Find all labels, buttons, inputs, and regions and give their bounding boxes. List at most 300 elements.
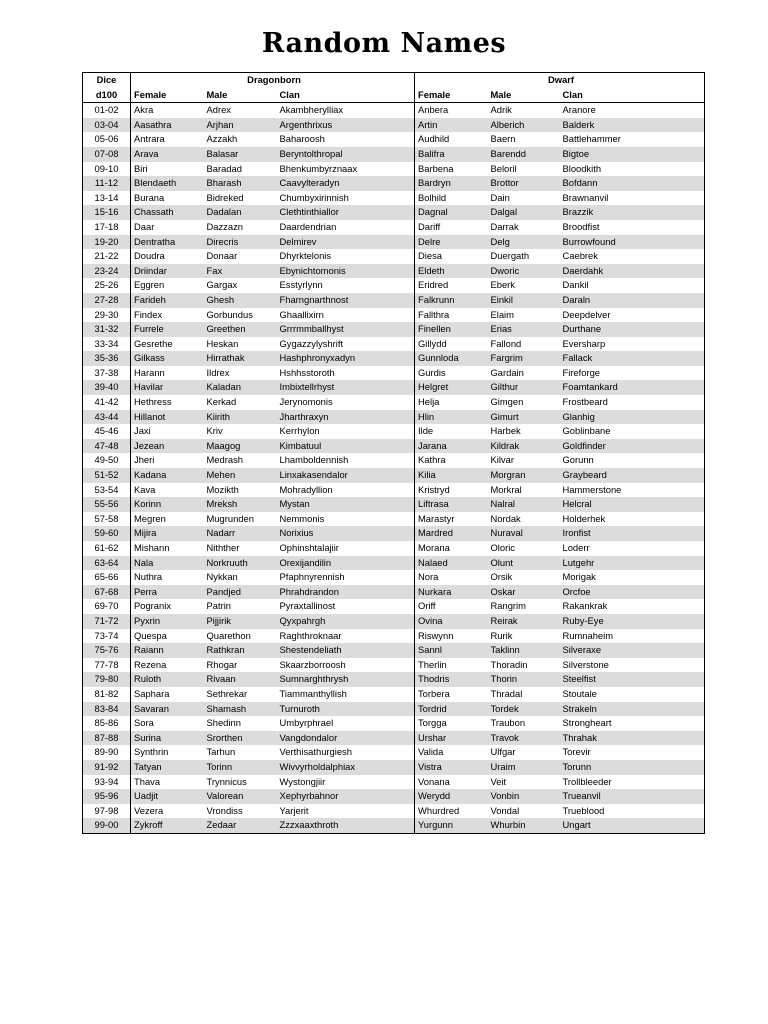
- dwarf-female-name: Nalaed: [415, 556, 488, 571]
- dwarf-male-name: Harbek: [490, 425, 521, 437]
- dice-roll: 05-06: [83, 132, 131, 147]
- table-row: [83, 745, 705, 760]
- dragonborn-clan-name: Mohradyllion: [277, 483, 415, 498]
- dice-roll: 45-46: [83, 424, 131, 439]
- dwarf-clan-name: Brawnanvil: [562, 191, 609, 203]
- dice-roll: 57-58: [83, 512, 131, 527]
- dwarf-header: Dwarf: [547, 74, 575, 85]
- dragonborn-female-name: Kadana: [131, 468, 204, 483]
- dwarf-male-name: Alberich: [488, 118, 560, 133]
- dwarf-female-name: Hlin: [415, 410, 488, 425]
- table-row: [83, 103, 705, 118]
- dragonborn-male-name: Kriv: [206, 425, 223, 437]
- table-row: [83, 220, 705, 235]
- dragonborn-clan-name: Wystongjiir: [277, 775, 415, 790]
- table-row: [83, 614, 705, 629]
- dragonborn-male-name: Gargax: [206, 279, 238, 291]
- table-row: [83, 308, 705, 323]
- dragonborn-clan-name: Kerrhylon: [277, 424, 415, 439]
- dragonborn-clan-name: Hshhsstoroth: [277, 366, 415, 381]
- dwarf-female-name: Finellen: [415, 322, 488, 337]
- dwarf-male-name: Kildrak: [488, 439, 560, 454]
- dragonborn-clan-name: Skaarzborroosh: [277, 658, 415, 673]
- dragonborn-male-name: Pijjirik: [204, 614, 277, 629]
- dice-roll: 55-56: [83, 497, 131, 512]
- table-row: [83, 643, 705, 658]
- dwarf-clan-name: Ungart: [560, 818, 705, 833]
- dragonborn-male-name: Balasar: [204, 147, 277, 162]
- dwarf-female-name: Dagnal: [415, 205, 488, 220]
- dice-roll: 47-48: [83, 439, 131, 454]
- dwarf-male-name: Duergath: [490, 250, 530, 262]
- dwarf-female-name: Helgret: [415, 380, 488, 395]
- dwarf-male-name: Dalgal: [488, 205, 560, 220]
- dragonborn-male-name: Mehen: [204, 468, 277, 483]
- dwarf-clan-name: Frostbeard: [562, 396, 608, 408]
- dice-roll: 35-36: [83, 351, 131, 366]
- dragonborn-female-name: Antrara: [134, 133, 165, 145]
- dice-roll: 33-34: [83, 337, 131, 352]
- dwarf-clan-name: Strakeln: [560, 702, 705, 717]
- dwarf-female-name: Oriff: [418, 600, 436, 612]
- dwarf-male-name: Kilvar: [490, 454, 514, 466]
- dwarf-male-name: Thoradin: [490, 658, 528, 670]
- table-row: [83, 702, 705, 717]
- dragonborn-female-name: Zykroff: [131, 818, 204, 833]
- dice-roll: 79-80: [83, 672, 131, 687]
- dwarf-male-name: Gimgen: [490, 396, 524, 408]
- table-row: [83, 424, 705, 439]
- dwarf-clan-name: Bofdann: [560, 176, 705, 191]
- dragonborn-clan-name: Turnuroth: [277, 702, 415, 717]
- dwarf-clan-name: Torunn: [560, 760, 705, 775]
- dwarf-female-name: Whurdred: [418, 804, 460, 816]
- table-row: [83, 162, 705, 177]
- dwarf-male-name: Baern: [490, 133, 516, 145]
- dwarf-clan-name: Bloodkith: [562, 162, 602, 174]
- dragonborn-clan-name: Kimbatuul: [277, 439, 415, 454]
- dwarf-clan-name: Graybeard: [560, 468, 705, 483]
- dwarf-clan-name: Trueblood: [562, 804, 605, 816]
- dwarf-male-header: Male: [488, 88, 560, 103]
- dragonborn-female-name: Thava: [134, 775, 161, 787]
- dragonborn-female-name: Quespa: [134, 629, 167, 641]
- dwarf-female-name: Nora: [418, 571, 439, 583]
- dragonborn-male-name: Zedaar: [204, 818, 277, 833]
- dragonborn-clan-name: Linxakasendalor: [277, 468, 415, 483]
- dragonborn-male-name: Maagog: [204, 439, 277, 454]
- dwarf-male-name: Barendd: [488, 147, 560, 162]
- dragonborn-female-name: Kava: [134, 483, 156, 495]
- dragonborn-clan-name: Beryntolthropal: [277, 147, 415, 162]
- table-row: [83, 760, 705, 775]
- dice-roll: 87-88: [83, 731, 131, 746]
- dragonborn-clan-name: Verthisathurgiesh: [277, 745, 415, 760]
- dragonborn-female-name: Nala: [131, 556, 204, 571]
- dwarf-male-name: Beloril: [490, 162, 517, 174]
- dwarf-clan-name: Thrahak: [560, 731, 705, 746]
- dwarf-clan-name: Torevir: [562, 746, 591, 758]
- dragonborn-clan-name: Sumnarghthrysh: [277, 672, 415, 687]
- dwarf-male-name: Orsik: [490, 571, 513, 583]
- dragonborn-male-name: Mozikth: [206, 483, 239, 495]
- dwarf-female-name: Marastyr: [418, 512, 455, 524]
- dragonborn-female-name: Havilar: [131, 380, 204, 395]
- dragonborn-clan-name: Ophinshtalajiir: [277, 541, 415, 556]
- dragonborn-male-name: Trynnicus: [206, 775, 247, 787]
- dragonborn-female-name: Arava: [131, 147, 204, 162]
- table-row: [83, 775, 705, 790]
- dwarf-female-name: Vistra: [415, 760, 488, 775]
- dragonborn-male-name: Rivaan: [204, 672, 277, 687]
- dwarf-male-name: Rurik: [490, 629, 513, 641]
- dwarf-clan-name: Gorunn: [562, 454, 594, 466]
- dwarf-male-name: Veit: [490, 775, 507, 787]
- dwarf-male-name: Dain: [490, 191, 510, 203]
- dwarf-clan-name: Caebrek: [562, 250, 598, 262]
- dragonborn-male-name: Kerkad: [206, 396, 237, 408]
- d100-header: d100: [83, 88, 131, 103]
- table-row: [83, 395, 705, 410]
- dice-roll: 31-32: [83, 322, 131, 337]
- dwarf-male-name: Thradal: [490, 687, 523, 699]
- dwarf-clan-name: Loderr: [562, 542, 590, 553]
- dwarf-male-name: Reirak: [488, 614, 560, 629]
- dragonborn-male-name: Vrondiss: [206, 804, 243, 816]
- table-row: [83, 147, 705, 162]
- table-row: [83, 687, 705, 702]
- dragonborn-female-name: Gilkass: [131, 351, 204, 366]
- dwarf-male-name: Nuraval: [488, 526, 560, 541]
- dwarf-female-name: Kathra: [418, 454, 446, 466]
- dwarf-male-name: Fallond: [490, 337, 522, 349]
- dice-roll: 21-22: [83, 249, 131, 264]
- dwarf-male-name: Delg: [488, 235, 560, 250]
- dice-roll: 17-18: [83, 220, 131, 235]
- dice-roll: 93-94: [83, 775, 131, 790]
- dwarf-clan-name: Balderk: [560, 118, 705, 133]
- table-row: [83, 804, 705, 819]
- dwarf-female-name: Nurkara: [415, 585, 488, 600]
- table-group-header-row: [83, 73, 705, 88]
- dice-roll: 19-20: [83, 235, 131, 250]
- dragonborn-female-name: Pyxrin: [131, 614, 204, 629]
- dwarf-clan-name: Broodfist: [562, 220, 600, 232]
- dice-roll: 69-70: [83, 599, 131, 614]
- dragonborn-female-name: Tatyan: [131, 760, 204, 775]
- dice-roll: 83-84: [83, 702, 131, 717]
- dragonborn-female-name: Saphara: [134, 687, 170, 699]
- dice-roll: 61-62: [83, 541, 131, 556]
- dragonborn-clan-name: Chumbyxirinnish: [277, 191, 415, 206]
- dwarf-male-name: Einkil: [488, 293, 560, 308]
- dragonborn-female-name: Raiann: [131, 643, 204, 658]
- dragonborn-clan-name: Delmirev: [277, 235, 415, 250]
- dice-roll: 37-38: [83, 366, 131, 381]
- table-row: [83, 629, 705, 644]
- dwarf-female-name: Jarana: [415, 439, 488, 454]
- dwarf-clan-name: Morigak: [562, 571, 596, 583]
- dwarf-clan-name: Silveraxe: [560, 643, 705, 658]
- dwarf-female-name: Torbera: [418, 687, 450, 699]
- dragonborn-male-name: Rhogar: [206, 658, 238, 670]
- dragonborn-male-name: Bharash: [204, 176, 277, 191]
- dice-roll: 01-02: [83, 103, 131, 118]
- dwarf-clan-name: Brazzik: [560, 205, 705, 220]
- random-names-table: [82, 72, 705, 834]
- dwarf-male-name: Oskar: [488, 585, 560, 600]
- dwarf-clan-name: Dankil: [562, 279, 589, 291]
- dwarf-female-name: Morana: [418, 542, 450, 553]
- dice-header: Dice: [83, 73, 131, 88]
- dwarf-clan-name: Lutgehr: [560, 556, 705, 571]
- dwarf-male-name: Eberk: [490, 279, 515, 291]
- dwarf-female-name: Torgga: [418, 717, 447, 729]
- dragonborn-clan-name: Norixius: [277, 526, 415, 541]
- dragonborn-clan-name: Nemmonis: [277, 512, 415, 527]
- dice-roll: 43-44: [83, 410, 131, 425]
- dragonborn-clan-name: Grrrmmballhyst: [277, 322, 415, 337]
- dragonborn-clan-name: Umbyrphrael: [277, 716, 415, 731]
- table-body: [83, 103, 705, 834]
- dwarf-clan-name: Steelfist: [560, 672, 705, 687]
- dragonborn-male-name: Nithther: [206, 542, 240, 553]
- dwarf-male-name: Morgran: [488, 468, 560, 483]
- dragonborn-female-header: Female: [131, 88, 204, 103]
- dragonborn-clan-name: Hashphronyxadyn: [277, 351, 415, 366]
- dwarf-female-name: Helja: [418, 396, 440, 408]
- dwarf-female-name: Gunnloda: [415, 351, 488, 366]
- dwarf-clan-name: Strongheart: [562, 717, 612, 729]
- dwarf-clan-name: Fireforge: [562, 366, 601, 378]
- dice-roll: 51-52: [83, 468, 131, 483]
- dragonborn-male-name: Dazzazn: [206, 220, 243, 232]
- dragonborn-clan-name: Mystan: [277, 497, 415, 512]
- dragonborn-female-name: Nuthra: [134, 571, 163, 583]
- dragonborn-clan-name: Esstyrlynn: [277, 278, 415, 293]
- dwarf-clan-name: Durthane: [560, 322, 705, 337]
- dragonborn-clan-name: Lhamboldennish: [277, 453, 415, 468]
- dragonborn-clan-name: Wivvyrholdalphiax: [277, 760, 415, 775]
- dragonborn-female-name: Chassath: [131, 205, 204, 220]
- dragonborn-female-name: Jezean: [131, 439, 204, 454]
- dragonborn-female-name: Vezera: [134, 804, 164, 816]
- dwarf-female-name: Diesa: [418, 250, 442, 262]
- dragonborn-female-name: Perra: [131, 585, 204, 600]
- dragonborn-male-name: Arjhan: [204, 118, 277, 133]
- dragonborn-male-name: Srorthen: [204, 731, 277, 746]
- dragonborn-male-name: Donaar: [206, 250, 238, 262]
- dice-roll: 53-54: [83, 483, 131, 498]
- table-row: [83, 439, 705, 454]
- dwarf-clan-name: Glanhig: [560, 410, 705, 425]
- dragonborn-female-name: Burana: [134, 191, 165, 203]
- dragonborn-female-name: Megren: [134, 512, 166, 524]
- dragonborn-clan-name: Ebynichtomonis: [277, 264, 415, 279]
- dwarf-clan-name: Trueanvil: [560, 789, 705, 804]
- dwarf-clan-name: Eversharp: [562, 337, 606, 349]
- dragonborn-clan-name: Orexijandilin: [277, 556, 415, 571]
- table-row: [83, 818, 705, 833]
- dwarf-female-name: Tordrid: [415, 702, 488, 717]
- table-row: [83, 410, 705, 425]
- table-row: [83, 264, 705, 279]
- dragonborn-clan-name: Ghaallixirn: [277, 308, 415, 323]
- dwarf-male-name: Oloric: [490, 542, 515, 553]
- dragonborn-male-name: Patrin: [206, 600, 231, 612]
- dragonborn-male-name: Pandjed: [204, 585, 277, 600]
- dwarf-male-name: Traubon: [490, 717, 526, 729]
- dragonborn-female-name: Savaran: [131, 702, 204, 717]
- dwarf-male-name: Morkral: [490, 483, 522, 495]
- dragonborn-male-name: Hirrathak: [204, 351, 277, 366]
- dwarf-male-name: Uraim: [488, 760, 560, 775]
- dwarf-female-name: Liftrasa: [415, 497, 488, 512]
- dragonborn-clan-name: Imbixtellrhyst: [277, 380, 415, 395]
- dragonborn-female-name: Furrele: [131, 322, 204, 337]
- dwarf-female-name: Gurdis: [418, 366, 446, 378]
- dwarf-male-name: Vondal: [490, 804, 520, 816]
- dragonborn-male-name: Kiirith: [204, 410, 277, 425]
- table-row: [83, 483, 705, 498]
- dragonborn-clan-name: Baharoosh: [277, 132, 415, 147]
- dwarf-clan-name: Daerdahk: [560, 264, 705, 279]
- table-row: [83, 278, 705, 293]
- dragonborn-clan-name: Akambherylliax: [277, 103, 415, 118]
- dwarf-female-name: Barbena: [418, 162, 454, 174]
- table-row: [83, 731, 705, 746]
- table-row: [83, 453, 705, 468]
- table-row: [83, 570, 705, 585]
- dwarf-male-name: Tordek: [488, 702, 560, 717]
- dragonborn-female-name: Farideh: [131, 293, 204, 308]
- dwarf-male-name: Gimurt: [488, 410, 560, 425]
- table-row: [83, 658, 705, 673]
- dragonborn-female-name: Akra: [134, 104, 154, 116]
- dragonborn-female-name: Driindar: [131, 264, 204, 279]
- dice-roll: 27-28: [83, 293, 131, 308]
- dragonborn-female-name: Hillanot: [131, 410, 204, 425]
- dwarf-male-name: Darrak: [490, 220, 519, 232]
- dice-roll: 07-08: [83, 147, 131, 162]
- dragonborn-male-name: Ildrex: [206, 366, 230, 378]
- table-row: [83, 132, 705, 147]
- dragonborn-female-name: Findex: [134, 308, 163, 320]
- dragonborn-female-name: Doudra: [134, 250, 165, 262]
- dice-roll: 49-50: [83, 453, 131, 468]
- dice-roll: 23-24: [83, 264, 131, 279]
- table-row: [83, 337, 705, 352]
- dwarf-clan-name: Bigtoe: [560, 147, 705, 162]
- dragonborn-female-name: Blendaeth: [131, 176, 204, 191]
- dragonborn-female-name: Pogranix: [134, 600, 172, 612]
- dwarf-male-name: Fargrim: [488, 351, 560, 366]
- dice-roll: 15-16: [83, 205, 131, 220]
- dwarf-female-name: Ilde: [418, 425, 434, 437]
- dwarf-female-name: Kilia: [415, 468, 488, 483]
- dwarf-clan-name: Ironfist: [560, 526, 705, 541]
- dwarf-female-name: Therlin: [418, 658, 447, 670]
- dragonborn-clan-name: Vangdondalor: [277, 731, 415, 746]
- table-row: [83, 380, 705, 395]
- dragonborn-male-name: Tarhun: [206, 746, 236, 758]
- dragonborn-male-name: Nadarr: [204, 526, 277, 541]
- dwarf-male-name: Whurbin: [488, 818, 560, 833]
- dice-roll: 75-76: [83, 643, 131, 658]
- dwarf-female-name: Balifra: [415, 147, 488, 162]
- dwarf-female-name: Delre: [415, 235, 488, 250]
- dragonborn-female-name: Ruloth: [131, 672, 204, 687]
- dragonborn-female-name: Mishann: [134, 542, 170, 553]
- dragonborn-header: Dragonborn: [131, 73, 415, 88]
- table-row: [83, 191, 705, 206]
- dwarf-female-name: Mardred: [415, 526, 488, 541]
- table-row: [83, 672, 705, 687]
- dragonborn-female-name: Jaxi: [134, 425, 151, 437]
- dwarf-female-name: Werydd: [415, 789, 488, 804]
- dice-roll: 85-86: [83, 716, 131, 731]
- dwarf-female-name: Kristryd: [418, 483, 450, 495]
- dice-roll: 73-74: [83, 629, 131, 644]
- dragonborn-female-name: Korinn: [131, 497, 204, 512]
- dice-roll: 09-10: [83, 162, 131, 177]
- dragonborn-male-name: Mugrunden: [206, 512, 254, 524]
- dwarf-clan-name: Deepdelver: [562, 308, 611, 320]
- dwarf-female-name: Urshar: [415, 731, 488, 746]
- table-row: [83, 322, 705, 337]
- table-row: [83, 366, 705, 381]
- dice-roll: 63-64: [83, 556, 131, 571]
- dragonborn-female-name: Biri: [134, 162, 148, 174]
- dice-roll: 41-42: [83, 395, 131, 410]
- dwarf-male-name: Brottor: [488, 176, 560, 191]
- dwarf-male-name: Olunt: [488, 556, 560, 571]
- table-row: [83, 512, 705, 527]
- dice-roll: 65-66: [83, 570, 131, 585]
- dragonborn-clan-name: Jerynomonis: [277, 395, 415, 410]
- dwarf-clan-name: Hammerstone: [562, 483, 622, 495]
- table-row: [83, 497, 705, 512]
- dwarf-female-name: Eridred: [418, 279, 449, 291]
- dragonborn-clan-name: Shestendeliath: [277, 643, 415, 658]
- dragonborn-female-name: Hethress: [134, 396, 172, 408]
- dragonborn-male-name: Bidreked: [206, 191, 244, 203]
- dragonborn-female-name: Uadjit: [131, 789, 204, 804]
- dwarf-clan-name: Aranore: [562, 104, 596, 116]
- dragonborn-female-name: Rezena: [134, 658, 167, 670]
- dwarf-clan-name: Battlehammer: [562, 133, 621, 145]
- dwarf-female-name: Vonana: [418, 775, 450, 787]
- dwarf-female-name: Artin: [415, 118, 488, 133]
- dragonborn-female-name: Synthrin: [134, 746, 169, 758]
- dwarf-female-name: Fallthra: [418, 308, 450, 320]
- dragonborn-male-name: Azzakh: [206, 133, 238, 145]
- dragonborn-clan-name: Dhyrktelonis: [277, 249, 415, 264]
- dragonborn-clan-name: Zzzxaaxthroth: [277, 818, 415, 833]
- dwarf-female-name: Sannl: [415, 643, 488, 658]
- dwarf-clan-name: Fallack: [560, 351, 705, 366]
- dice-roll: 71-72: [83, 614, 131, 629]
- table-row: [83, 526, 705, 541]
- dragonborn-male-name: Gorbundus: [206, 308, 253, 320]
- dwarf-female-header: Female: [415, 88, 488, 103]
- dragonborn-clan-name: Argenthrixus: [277, 118, 415, 133]
- dice-roll: 95-96: [83, 789, 131, 804]
- dice-roll: 59-60: [83, 526, 131, 541]
- dwarf-clan-header: Clan: [560, 88, 705, 103]
- dice-roll: 99-00: [83, 818, 131, 833]
- dragonborn-male-name: Nykkan: [206, 571, 238, 583]
